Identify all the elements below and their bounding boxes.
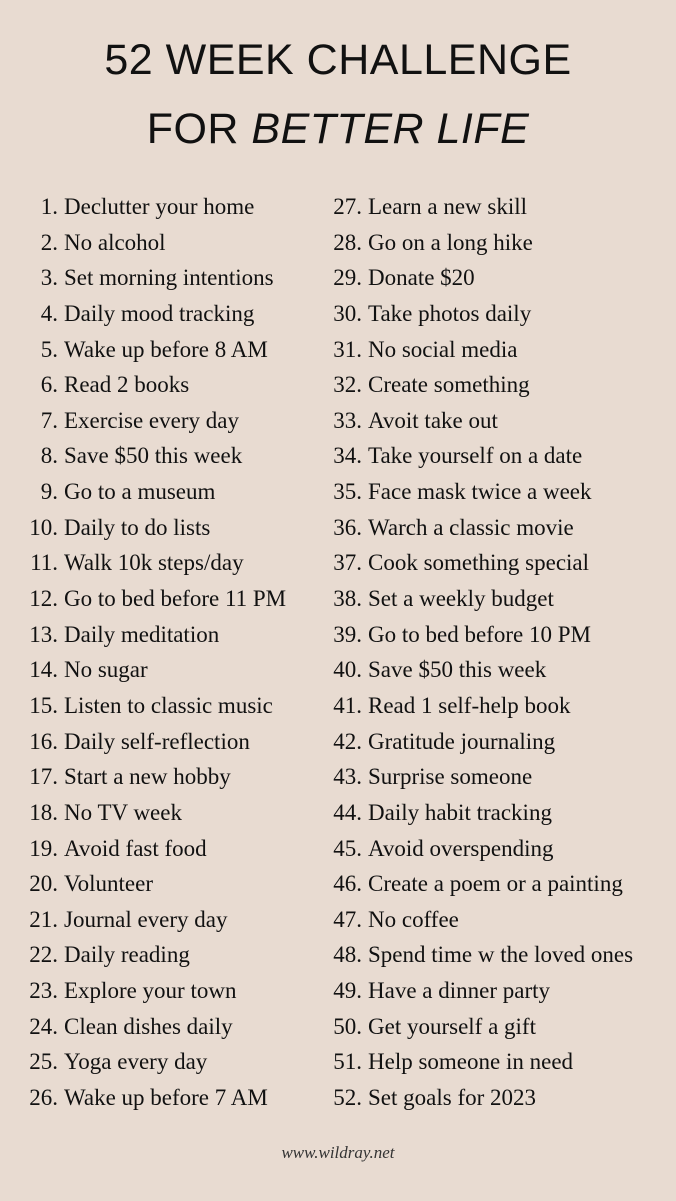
item-text: No alcohol (64, 229, 166, 255)
item-number: 28. (333, 229, 362, 255)
title-line-2-italic: BETTER LIFE (251, 105, 530, 153)
item-number: 50. (333, 1013, 362, 1039)
list-item (322, 902, 672, 938)
list-item (322, 545, 672, 581)
title-line-1: 52 WEEK CHALLENGE (104, 36, 572, 84)
item-text: No coffee (368, 906, 459, 932)
item-number: 24. (29, 1013, 58, 1039)
list-item (14, 1080, 314, 1116)
list-item (322, 652, 672, 688)
item-text: Start a new hobby (64, 764, 231, 790)
item-text: Daily to do lists (64, 514, 211, 540)
item-number: 40. (333, 657, 362, 683)
item-number: 12. (29, 586, 58, 612)
item-number: 49. (333, 978, 362, 1004)
item-number: 26. (29, 1085, 58, 1111)
list-item (322, 260, 672, 296)
item-number: 30. (333, 300, 362, 326)
item-text: Save $50 this week (64, 443, 243, 469)
list-item (14, 403, 314, 439)
item-text: Yoga every day (64, 1049, 208, 1075)
item-text: Wake up before 7 AM (64, 1085, 268, 1111)
list-item (322, 688, 672, 724)
list-item (322, 1080, 672, 1116)
item-number: 15. (29, 692, 58, 718)
item-number: 32. (333, 372, 362, 398)
item-text: Exercise every day (64, 407, 239, 433)
item-text: Create a poem or a painting (368, 871, 623, 897)
item-text: Go to bed before 11 PM (64, 586, 287, 612)
list-item (14, 617, 314, 653)
item-text: Read 2 books (64, 372, 190, 398)
item-text: Set a weekly budget (368, 586, 554, 612)
item-text: Daily reading (64, 942, 190, 968)
title-line-2-prefix: FOR (146, 105, 239, 153)
list-item (322, 759, 672, 795)
list-item (322, 795, 672, 831)
list-item (322, 189, 672, 225)
item-number: 47. (333, 906, 362, 932)
item-number: 4. (40, 300, 58, 326)
item-number: 31. (333, 336, 362, 362)
item-text: Clean dishes daily (64, 1013, 233, 1039)
item-text: Surprise someone (368, 764, 533, 790)
list-item (14, 225, 314, 261)
list-item (322, 367, 672, 403)
item-text: Avoid fast food (64, 835, 207, 861)
item-number: 44. (333, 799, 362, 825)
list-item (14, 260, 314, 296)
item-number: 5. (40, 336, 58, 362)
item-number: 23. (29, 978, 58, 1004)
item-number: 52. (333, 1085, 362, 1111)
challenge-list-right (322, 189, 672, 1116)
item-text: Donate $20 (368, 265, 475, 291)
list-item (14, 474, 314, 510)
item-text: Set goals for 2023 (368, 1085, 537, 1111)
page-title (0, 32, 676, 157)
item-text: Go on a long hike (368, 229, 533, 255)
item-number: 21. (29, 906, 58, 932)
item-number: 8. (40, 443, 58, 469)
item-number: 14. (29, 657, 58, 683)
website-url: www.wildray.net (281, 1143, 395, 1162)
item-text: Face mask twice a week (368, 479, 592, 505)
item-text: Go to a museum (64, 479, 216, 505)
item-text: Go to bed before 10 PM (368, 621, 591, 647)
list-item (14, 795, 314, 831)
list-item (322, 617, 672, 653)
item-text: Wake up before 8 AM (64, 336, 268, 362)
item-number: 48. (333, 942, 362, 968)
list-item (322, 296, 672, 332)
list-item (14, 831, 314, 867)
item-text: Daily meditation (64, 621, 220, 647)
item-number: 1. (40, 194, 58, 219)
list-item (322, 1009, 672, 1045)
item-number: 10. (29, 514, 58, 540)
list-item (14, 759, 314, 795)
item-number: 20. (29, 871, 58, 897)
list-item (322, 937, 672, 973)
list-item (14, 652, 314, 688)
list-item (14, 296, 314, 332)
list-item (322, 510, 672, 546)
item-number: 16. (29, 728, 58, 754)
list-item (14, 545, 314, 581)
item-text: No sugar (64, 657, 148, 683)
list-item (322, 474, 672, 510)
item-text: Get yourself a gift (368, 1013, 536, 1039)
item-text: Journal every day (64, 906, 228, 932)
list-item (14, 189, 314, 225)
item-number: 43. (333, 764, 362, 790)
item-number: 45. (333, 835, 362, 861)
list-item (14, 510, 314, 546)
item-number: 17. (29, 764, 58, 790)
item-text: Avoid overspending (368, 835, 554, 861)
item-text: Take photos daily (368, 300, 532, 326)
item-text: Cook something special (368, 550, 590, 576)
list-item (14, 866, 314, 902)
item-text: Daily habit tracking (368, 799, 552, 825)
item-text: Have a dinner party (368, 978, 551, 1004)
item-text: Spend time w the loved ones (368, 942, 634, 968)
list-item (14, 937, 314, 973)
item-number: 37. (333, 550, 362, 576)
list-item (14, 1009, 314, 1045)
item-text: Listen to classic music (64, 692, 273, 718)
item-text: Gratitude journaling (368, 728, 556, 754)
item-number: 46. (333, 871, 362, 897)
list-item (14, 688, 314, 724)
item-text: Explore your town (64, 978, 237, 1004)
list-item (14, 332, 314, 368)
item-text: Read 1 self-help book (368, 692, 571, 718)
list-item (322, 973, 672, 1009)
item-text: Walk 10k steps/day (64, 550, 244, 576)
list-item (14, 438, 314, 474)
item-number: 33. (333, 407, 362, 433)
item-text: Take yourself on a date (368, 443, 583, 469)
item-text: Declutter your home (64, 194, 255, 219)
item-number: 25. (29, 1049, 58, 1075)
item-number: 11. (30, 550, 58, 576)
list-item (14, 902, 314, 938)
item-number: 42. (333, 728, 362, 754)
item-number: 51. (333, 1049, 362, 1075)
item-number: 38. (333, 586, 362, 612)
item-number: 22. (29, 942, 58, 968)
item-number: 27. (333, 194, 362, 219)
item-number: 36. (333, 514, 362, 540)
list-item (322, 438, 672, 474)
item-text: No social media (368, 336, 518, 362)
list-item (322, 724, 672, 760)
item-text: Daily self-reflection (64, 728, 250, 754)
item-text: Avoit take out (368, 407, 498, 433)
item-number: 39. (333, 621, 362, 647)
item-number: 9. (40, 479, 58, 505)
item-number: 35. (333, 479, 362, 505)
item-number: 34. (333, 443, 362, 469)
item-text: Daily mood tracking (64, 300, 255, 326)
list-item (322, 1044, 672, 1080)
item-number: 13. (29, 621, 58, 647)
item-number: 6. (40, 372, 58, 398)
title-line-2 (0, 101, 676, 157)
item-text: Help someone in need (368, 1049, 574, 1075)
item-number: 29. (333, 265, 362, 291)
item-number: 2. (40, 229, 58, 255)
item-text: Create something (368, 372, 530, 398)
item-text: Set morning intentions (64, 265, 274, 291)
list-item (322, 581, 672, 617)
item-number: 18. (29, 799, 58, 825)
list-item (14, 724, 314, 760)
challenge-list-left (14, 189, 314, 1116)
list-item (14, 973, 314, 1009)
item-text: Warch a classic movie (368, 514, 574, 540)
item-number: 41. (333, 692, 362, 718)
list-item (14, 581, 314, 617)
list-item (14, 367, 314, 403)
list-item (322, 403, 672, 439)
item-text: Save $50 this week (368, 657, 547, 683)
list-item (322, 831, 672, 867)
item-text: Learn a new skill (368, 194, 528, 219)
list-item (322, 332, 672, 368)
item-number: 3. (40, 265, 58, 291)
item-number: 19. (29, 835, 58, 861)
item-text: Volunteer (64, 871, 154, 897)
item-text: No TV week (64, 799, 182, 825)
item-number: 7. (40, 407, 58, 433)
list-item (322, 225, 672, 261)
list-item (14, 1044, 314, 1080)
list-item (322, 866, 672, 902)
